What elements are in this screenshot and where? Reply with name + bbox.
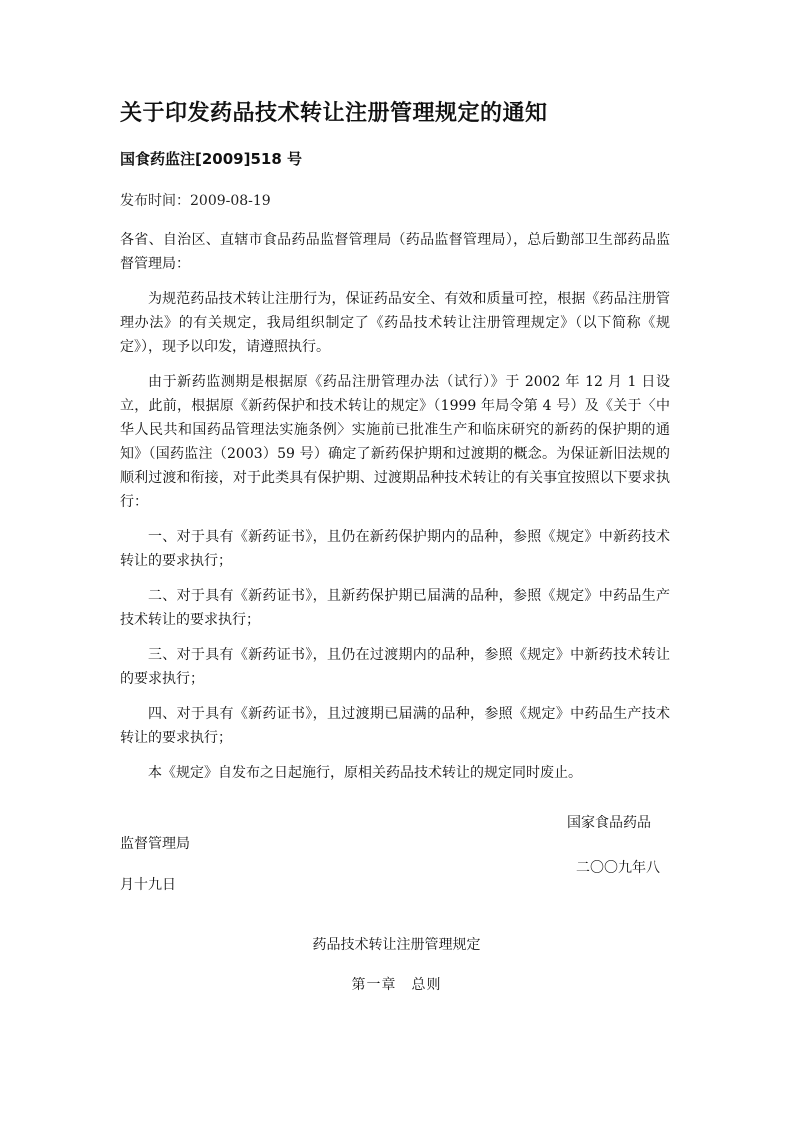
signature-date-line2: 月十九日 [120, 877, 176, 893]
paragraph-intro: 为规范药品技术转让注册行为，保证药品安全、有效和质量可控，根据《药品注册管理办法》的有关规定，我局组织制定了《药品技术转让注册管理规定》（以下简称《规定》），现予以印发，请遵照执行。 [120, 291, 670, 355]
signature-date-line1: 二〇〇九年八 [576, 860, 660, 876]
attachment-title: 药品技术转让注册管理规定 [312, 937, 481, 953]
paragraph-item-4: 四、对于具有《新药证书》，且过渡期已届满的品种，参照《规定》中药品生产技术转让的要求执行； [120, 706, 670, 746]
signature-org-line2: 监督管理局 [120, 836, 190, 852]
paragraph-item-2: 二、对于具有《新药证书》，且新药保护期已届满的品种，参照《规定》中药品生产技术转让的要求执行； [120, 588, 670, 628]
paragraph-background: 由于新药监测期是根据原《药品注册管理办法（试行）》于 2002 年 12 月 1 日设立，此前，根据原《新药保护和技术转让的规定》（1999 年局令第 4 号）及《关于〈中华人民共和国药品管理法实施条例〉实施前已批准生产和临床研究的新药的保护期的通知》（国药监注（2003）59 号）确定了新药保护期和过渡期的概念。为保证新旧法规的顺利过渡和衔接，对于此类具有保护期、过渡期品种技术转让的有关事宜按照以下要求执行： [120, 374, 670, 510]
paragraph-effective: 本《规定》自发布之日起施行，原相关药品技术转让的规定同时废止。 [148, 765, 582, 781]
document-body [120, 228, 670, 796]
document-title: 关于印发药品技术转让注册管理规定的通知 [120, 101, 548, 126]
signature-org-line1: 国家食品药品 [567, 815, 651, 831]
chapter-heading: 第一章 总则 [351, 977, 442, 993]
publish-date: 发布时间：2009-08-19 [120, 193, 271, 209]
document-number: 国食药监注[2009]518 号 [120, 150, 302, 168]
addressee: 各省、自治区、直辖市食品药品监督管理局（药品监督管理局），总后勤部卫生部药品监督管理局： [120, 232, 670, 272]
paragraph-item-3: 三、对于具有《新药证书》，且仍在过渡期内的品种，参照《规定》中新药技术转让的要求执行； [120, 647, 670, 687]
paragraph-item-1: 一、对于具有《新药证书》，且仍在新药保护期内的品种，参照《规定》中新药技术转让的要求执行； [120, 529, 670, 569]
